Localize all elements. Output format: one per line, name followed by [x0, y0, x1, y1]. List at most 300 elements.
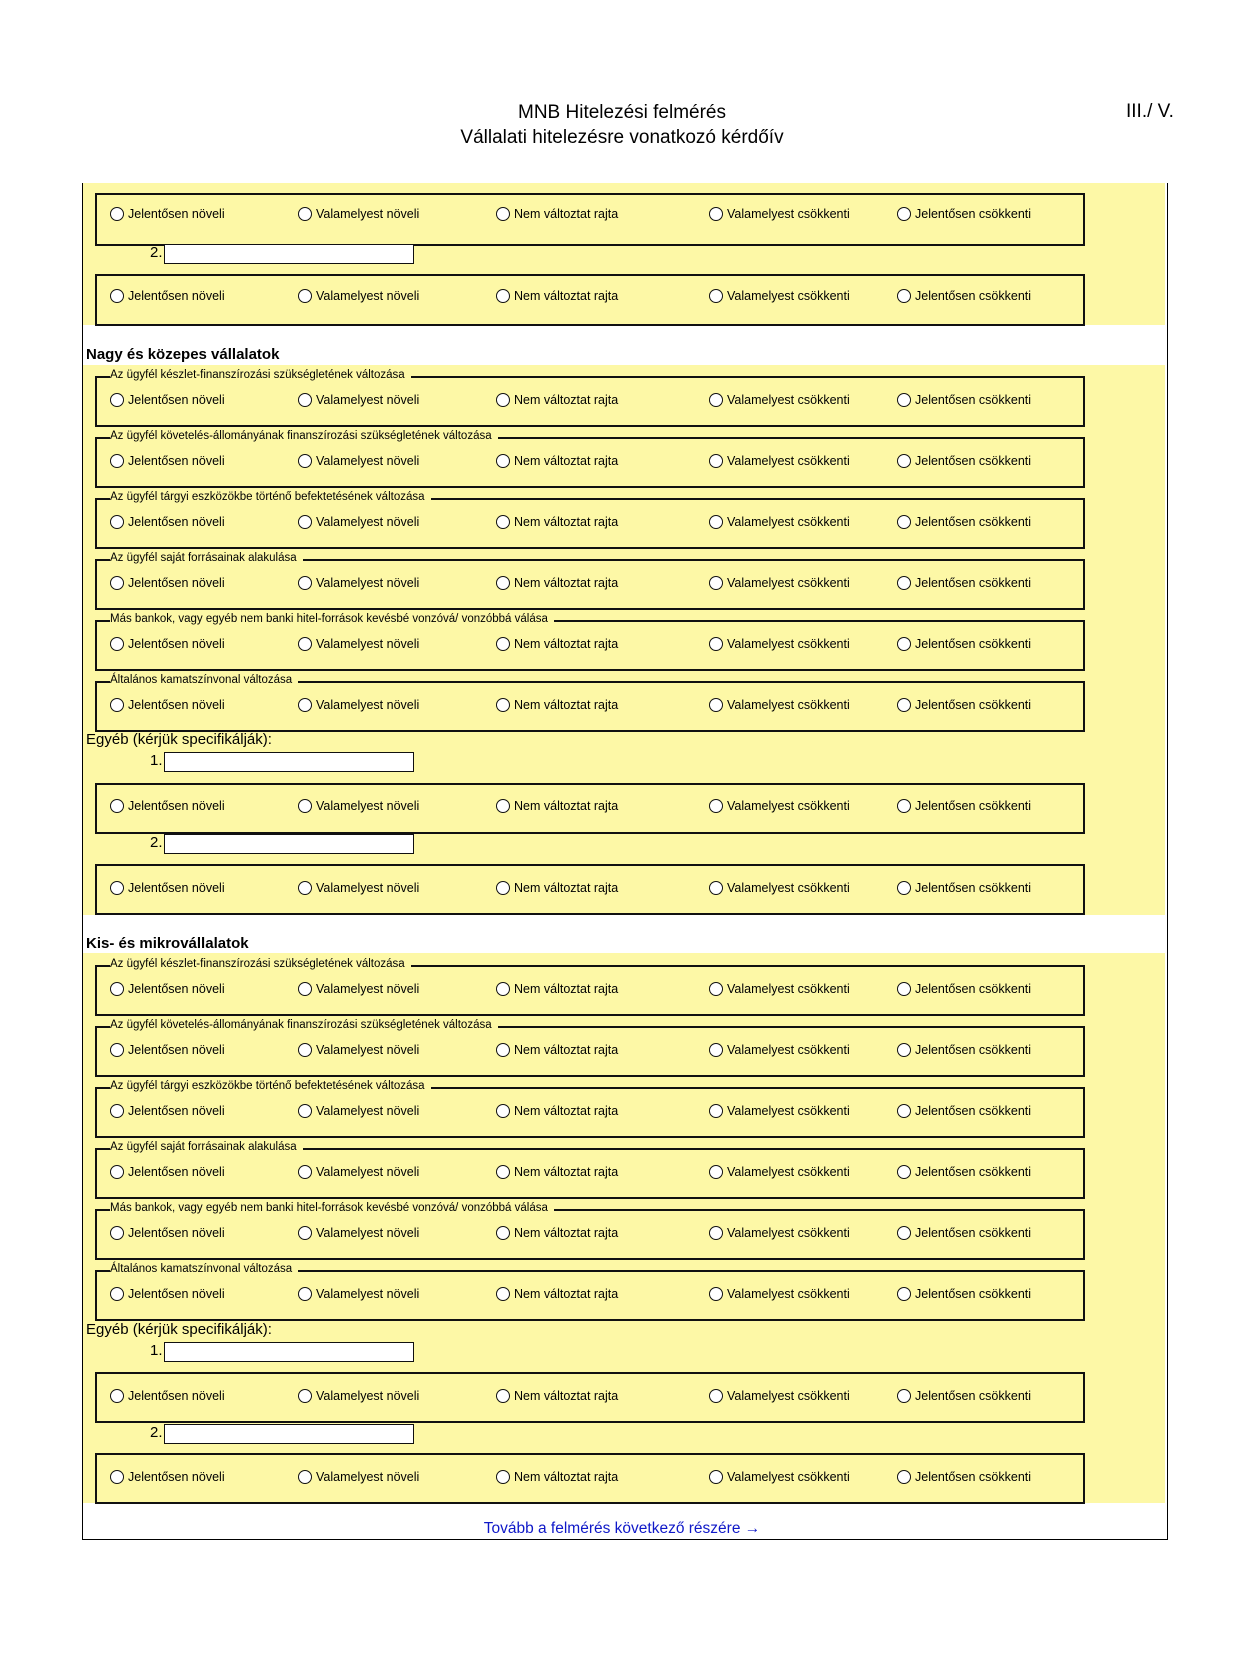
radio-option-label: Valamelyest csökkenti: [727, 1165, 850, 1179]
radio-option-label: Jelentősen növeli: [128, 637, 225, 651]
question-label: Az ügyfél tárgyi eszközökbe történő befektetésének változása: [110, 491, 431, 504]
radio-option-label: Valamelyest csökkenti: [727, 799, 850, 813]
question-label: Más bankok, vagy egyéb nem banki hitel-források kevésbé vonzóvá/ vonzóbbá válása: [110, 1202, 554, 1215]
radio-circle-icon[interactable]: [897, 1389, 911, 1403]
radio-option[interactable]: [496, 392, 618, 408]
radio-option-label: Jelentősen csökkenti: [915, 454, 1032, 468]
radio-option[interactable]: [709, 453, 850, 469]
radio-option-label: Jelentősen csökkenti: [915, 1165, 1032, 1179]
radio-option[interactable]: [709, 1042, 850, 1058]
radio-circle-icon[interactable]: [298, 1165, 312, 1179]
radio-option-label: Valamelyest növeli: [316, 1287, 420, 1301]
question-label: Az ügyfél követelés-állományának finanszírozási szükségletének változása: [110, 430, 498, 443]
radio-circle-icon[interactable]: [897, 207, 911, 221]
radio-option-label: Nem változtat rajta: [514, 1226, 619, 1240]
radio-option-label: Jelentősen csökkenti: [915, 698, 1032, 712]
page-title: [0, 100, 1244, 150]
other-label: Egyéb (kérjük specifikálják):: [86, 731, 272, 748]
other-number: 2.: [150, 834, 163, 851]
radio-circle-icon[interactable]: [709, 1165, 723, 1179]
radio-option-label: Valamelyest csökkenti: [727, 698, 850, 712]
radio-option-label: Valamelyest növeli: [316, 982, 420, 996]
radio-circle-icon[interactable]: [496, 1287, 510, 1301]
radio-circle-icon[interactable]: [709, 289, 723, 303]
radio-circle-icon[interactable]: [110, 207, 124, 221]
radio-option[interactable]: [298, 575, 419, 591]
radio-option[interactable]: [110, 575, 225, 591]
radio-circle-icon[interactable]: [110, 515, 124, 529]
radio-option-label: Valamelyest csökkenti: [727, 289, 850, 303]
radio-option[interactable]: [110, 1469, 225, 1485]
radio-circle-icon[interactable]: [496, 881, 510, 895]
radio-circle-icon[interactable]: [709, 1287, 723, 1301]
radio-option[interactable]: [298, 514, 419, 530]
radio-circle-icon[interactable]: [298, 515, 312, 529]
radio-option-label: Valamelyest növeli: [316, 1104, 420, 1118]
radio-circle-icon[interactable]: [110, 393, 124, 407]
radio-option[interactable]: [496, 798, 618, 814]
radio-option[interactable]: [897, 697, 1031, 713]
radio-option[interactable]: [110, 453, 225, 469]
radio-circle-icon[interactable]: [897, 1287, 911, 1301]
radio-option-label: Valamelyest csökkenti: [727, 881, 850, 895]
radio-circle-icon[interactable]: [897, 289, 911, 303]
survey-title: MNB Hitelezési felmérés: [518, 102, 726, 123]
question-label: Az ügyfél tárgyi eszközökbe történő befektetésének változása: [110, 1080, 431, 1093]
radio-circle-icon[interactable]: [298, 1043, 312, 1057]
radio-option-label: Jelentősen csökkenti: [915, 881, 1032, 895]
radio-option[interactable]: [897, 1469, 1031, 1485]
radio-option[interactable]: [298, 288, 419, 304]
radio-circle-icon[interactable]: [709, 637, 723, 651]
radio-option[interactable]: [897, 798, 1031, 814]
radio-circle-icon[interactable]: [709, 454, 723, 468]
radio-circle-icon[interactable]: [709, 207, 723, 221]
radio-option[interactable]: [897, 1388, 1031, 1404]
radio-option-label: Nem változtat rajta: [514, 515, 619, 529]
radio-option-label: Jelentősen növeli: [128, 454, 225, 468]
radio-circle-icon[interactable]: [496, 1043, 510, 1057]
radio-option[interactable]: [709, 288, 850, 304]
radio-option-label: Valamelyest csökkenti: [727, 1226, 850, 1240]
radio-option-label: Nem változtat rajta: [514, 393, 619, 407]
radio-circle-icon[interactable]: [110, 576, 124, 590]
radio-option[interactable]: [897, 514, 1031, 530]
radio-option[interactable]: [709, 1225, 850, 1241]
radio-option-label: Valamelyest növeli: [316, 207, 420, 221]
radio-option[interactable]: [496, 1103, 618, 1119]
radio-circle-icon[interactable]: [496, 454, 510, 468]
radio-circle-icon[interactable]: [298, 393, 312, 407]
radio-circle-icon[interactable]: [110, 1287, 124, 1301]
radio-option-label: Jelentősen csökkenti: [915, 289, 1032, 303]
radio-option-label: Jelentősen növeli: [128, 1043, 225, 1057]
radio-option[interactable]: [110, 1388, 225, 1404]
radio-option[interactable]: [897, 880, 1031, 896]
radio-circle-icon[interactable]: [709, 515, 723, 529]
radio-option-label: Nem változtat rajta: [514, 1043, 619, 1057]
radio-option[interactable]: [298, 1042, 419, 1058]
radio-option[interactable]: [298, 697, 419, 713]
radio-circle-icon[interactable]: [897, 982, 911, 996]
radio-option-label: Jelentősen csökkenti: [915, 515, 1032, 529]
radio-circle-icon[interactable]: [496, 799, 510, 813]
radio-circle-icon[interactable]: [709, 1043, 723, 1057]
radio-circle-icon[interactable]: [709, 1470, 723, 1484]
radio-circle-icon[interactable]: [897, 1226, 911, 1240]
radio-circle-icon[interactable]: [298, 289, 312, 303]
radio-option-label: Nem változtat rajta: [514, 799, 619, 813]
radio-circle-icon[interactable]: [298, 1104, 312, 1118]
radio-circle-icon[interactable]: [709, 799, 723, 813]
radio-circle-icon[interactable]: [110, 982, 124, 996]
radio-circle-icon[interactable]: [496, 1165, 510, 1179]
question-label: Az ügyfél készlet-finanszírozási szükségletének változása: [110, 369, 411, 382]
radio-circle-icon[interactable]: [709, 881, 723, 895]
radio-option[interactable]: [298, 1164, 419, 1180]
radio-option-label: Nem változtat rajta: [514, 576, 619, 590]
radio-circle-icon[interactable]: [897, 1470, 911, 1484]
radio-circle-icon[interactable]: [496, 515, 510, 529]
survey-subtitle: Vállalati hitelezésre vonatkozó kérdőív: [460, 127, 784, 148]
radio-option[interactable]: [110, 514, 225, 530]
radio-option-label: Valamelyest csökkenti: [727, 637, 850, 651]
radio-option[interactable]: [496, 1286, 618, 1302]
radio-option-label: Valamelyest csökkenti: [727, 1287, 850, 1301]
radio-option[interactable]: [298, 392, 419, 408]
radio-option[interactable]: [897, 1286, 1031, 1302]
other-number: 2.: [150, 244, 163, 261]
question-label: Az ügyfél saját forrásainak alakulása: [110, 552, 303, 565]
radio-option[interactable]: [110, 1042, 225, 1058]
radio-option-label: Jelentősen növeli: [128, 1470, 225, 1484]
radio-circle-icon[interactable]: [298, 1470, 312, 1484]
radio-circle-icon[interactable]: [298, 799, 312, 813]
radio-circle-icon[interactable]: [110, 1470, 124, 1484]
radio-option[interactable]: [298, 880, 419, 896]
radio-circle-icon[interactable]: [110, 1226, 124, 1240]
radio-option[interactable]: [709, 981, 850, 997]
radio-option[interactable]: [897, 1164, 1031, 1180]
radio-circle-icon[interactable]: [897, 393, 911, 407]
radio-circle-icon[interactable]: [110, 289, 124, 303]
radio-option-label: Jelentősen csökkenti: [915, 393, 1032, 407]
radio-option-label: Jelentősen csökkenti: [915, 576, 1032, 590]
radio-option[interactable]: [496, 575, 618, 591]
radio-circle-icon[interactable]: [298, 454, 312, 468]
radio-option[interactable]: [110, 798, 225, 814]
radio-option[interactable]: [496, 206, 618, 222]
radio-option-label: Valamelyest csökkenti: [727, 515, 850, 529]
other-specify-input[interactable]: [164, 834, 414, 854]
question-label: Más bankok, vagy egyéb nem banki hitel-források kevésbé vonzóvá/ vonzóbbá válása: [110, 613, 554, 626]
radio-option-label: Nem változtat rajta: [514, 1104, 619, 1118]
radio-option-label: Valamelyest csökkenti: [727, 1389, 850, 1403]
radio-option-label: Nem változtat rajta: [514, 1389, 619, 1403]
radio-option[interactable]: [496, 453, 618, 469]
radio-option-label: Jelentősen növeli: [128, 1104, 225, 1118]
radio-option-label: Valamelyest növeli: [316, 881, 420, 895]
radio-option[interactable]: [496, 1164, 618, 1180]
radio-circle-icon[interactable]: [709, 1226, 723, 1240]
radio-option-label: Nem változtat rajta: [514, 698, 619, 712]
radio-option[interactable]: [709, 514, 850, 530]
radio-option[interactable]: [496, 288, 618, 304]
radio-option-label: Valamelyest növeli: [316, 393, 420, 407]
radio-circle-icon[interactable]: [110, 1104, 124, 1118]
radio-option-label: Valamelyest növeli: [316, 1470, 420, 1484]
radio-option-label: Jelentősen növeli: [128, 289, 225, 303]
radio-option-label: Valamelyest növeli: [316, 1226, 420, 1240]
radio-circle-icon[interactable]: [897, 799, 911, 813]
question-label: Az ügyfél készlet-finanszírozási szükségletének változása: [110, 958, 411, 971]
radio-option-label: Jelentősen növeli: [128, 1165, 225, 1179]
radio-option[interactable]: [897, 575, 1031, 591]
radio-circle-icon[interactable]: [496, 207, 510, 221]
radio-option[interactable]: [496, 1042, 618, 1058]
other-specify-input[interactable]: [164, 244, 414, 264]
radio-circle-icon[interactable]: [110, 1165, 124, 1179]
section-title-small: Kis- és mikrovállalatok: [86, 935, 249, 952]
radio-circle-icon[interactable]: [298, 1287, 312, 1301]
radio-circle-icon[interactable]: [897, 454, 911, 468]
radio-option-label: Jelentősen csökkenti: [915, 637, 1032, 651]
radio-option[interactable]: [897, 981, 1031, 997]
radio-option[interactable]: [298, 1225, 419, 1241]
radio-circle-icon[interactable]: [897, 1043, 911, 1057]
radio-option-label: Jelentősen csökkenti: [915, 1389, 1032, 1403]
radio-option[interactable]: [496, 1469, 618, 1485]
radio-option[interactable]: [496, 880, 618, 896]
radio-circle-icon[interactable]: [110, 799, 124, 813]
radio-circle-icon[interactable]: [298, 1226, 312, 1240]
radio-option[interactable]: [897, 636, 1031, 652]
radio-option[interactable]: [298, 798, 419, 814]
radio-circle-icon[interactable]: [897, 576, 911, 590]
radio-option-label: Jelentősen növeli: [128, 1287, 225, 1301]
section-title-large: Nagy és közepes vállalatok: [86, 346, 280, 363]
radio-option-label: Jelentősen növeli: [128, 982, 225, 996]
radio-circle-icon[interactable]: [298, 576, 312, 590]
radio-option-label: Valamelyest csökkenti: [727, 982, 850, 996]
radio-circle-icon[interactable]: [496, 289, 510, 303]
radio-circle-icon[interactable]: [298, 1389, 312, 1403]
radio-option-label: Valamelyest növeli: [316, 799, 420, 813]
radio-circle-icon[interactable]: [496, 637, 510, 651]
radio-option[interactable]: [709, 1164, 850, 1180]
radio-option-label: Nem változtat rajta: [514, 881, 619, 895]
radio-option[interactable]: [709, 1103, 850, 1119]
radio-option[interactable]: [897, 453, 1031, 469]
radio-circle-icon[interactable]: [110, 1389, 124, 1403]
radio-option[interactable]: [709, 206, 850, 222]
radio-option-label: Jelentősen növeli: [128, 1226, 225, 1240]
radio-option[interactable]: [110, 1225, 225, 1241]
radio-option-label: Valamelyest növeli: [316, 1165, 420, 1179]
other-specify-input[interactable]: [164, 1424, 414, 1444]
radio-circle-icon[interactable]: [709, 982, 723, 996]
radio-option-label: Jelentősen csökkenti: [915, 982, 1032, 996]
radio-circle-icon[interactable]: [897, 1165, 911, 1179]
radio-option[interactable]: [298, 206, 419, 222]
radio-circle-icon[interactable]: [709, 393, 723, 407]
radio-option-label: Jelentősen csökkenti: [915, 1470, 1032, 1484]
radio-option[interactable]: [709, 1286, 850, 1302]
radio-option-label: Jelentősen növeli: [128, 881, 225, 895]
other-number: 1.: [150, 1342, 163, 1359]
question-label: Az ügyfél követelés-állományának finanszírozási szükségletének változása: [110, 1019, 498, 1032]
radio-circle-icon[interactable]: [709, 576, 723, 590]
radio-option-label: Jelentősen növeli: [128, 515, 225, 529]
radio-circle-icon[interactable]: [709, 698, 723, 712]
other-number: 2.: [150, 1424, 163, 1441]
radio-option[interactable]: [110, 288, 225, 304]
radio-option-label: Jelentősen növeli: [128, 1389, 225, 1403]
radio-circle-icon[interactable]: [897, 637, 911, 651]
radio-circle-icon[interactable]: [298, 698, 312, 712]
radio-option[interactable]: [298, 453, 419, 469]
radio-option[interactable]: [110, 880, 225, 896]
radio-option-label: Jelentősen növeli: [128, 799, 225, 813]
radio-option[interactable]: [110, 392, 225, 408]
radio-circle-icon[interactable]: [496, 576, 510, 590]
radio-option-label: Nem változtat rajta: [514, 982, 619, 996]
radio-circle-icon[interactable]: [709, 1104, 723, 1118]
question-label: Az ügyfél saját forrásainak alakulása: [110, 1141, 303, 1154]
radio-option-label: Valamelyest csökkenti: [727, 1470, 850, 1484]
radio-option-label: Jelentősen csökkenti: [915, 799, 1032, 813]
other-number: 1.: [150, 752, 163, 769]
radio-option[interactable]: [110, 1286, 225, 1302]
radio-option[interactable]: [496, 697, 618, 713]
radio-option-label: Valamelyest csökkenti: [727, 1043, 850, 1057]
next-section-link[interactable]: Tovább a felmérés következő részére →: [483, 1520, 761, 1537]
radio-circle-icon[interactable]: [110, 637, 124, 651]
radio-circle-icon[interactable]: [496, 982, 510, 996]
radio-circle-icon[interactable]: [897, 881, 911, 895]
radio-option[interactable]: [298, 1286, 419, 1302]
radio-option[interactable]: [110, 636, 225, 652]
radio-circle-icon[interactable]: [496, 698, 510, 712]
radio-option-label: Jelentősen csökkenti: [915, 207, 1032, 221]
radio-option-label: Valamelyest növeli: [316, 454, 420, 468]
radio-circle-icon[interactable]: [298, 881, 312, 895]
radio-option[interactable]: [110, 697, 225, 713]
radio-option[interactable]: [897, 288, 1031, 304]
radio-option[interactable]: [298, 1388, 419, 1404]
radio-option-label: Nem változtat rajta: [514, 637, 619, 651]
radio-option[interactable]: [709, 697, 850, 713]
radio-circle-icon[interactable]: [897, 515, 911, 529]
radio-circle-icon[interactable]: [298, 982, 312, 996]
radio-circle-icon[interactable]: [496, 393, 510, 407]
radio-option-label: Jelentősen csökkenti: [915, 1043, 1032, 1057]
radio-option[interactable]: [709, 1469, 850, 1485]
radio-option[interactable]: [897, 1103, 1031, 1119]
radio-option[interactable]: [496, 514, 618, 530]
other-specify-input[interactable]: [164, 752, 414, 772]
radio-option-label: Valamelyest növeli: [316, 637, 420, 651]
radio-option-label: Valamelyest csökkenti: [727, 393, 850, 407]
radio-option[interactable]: [298, 636, 419, 652]
radio-option[interactable]: [496, 1388, 618, 1404]
radio-option[interactable]: [110, 981, 225, 997]
radio-circle-icon[interactable]: [709, 1389, 723, 1403]
radio-option[interactable]: [897, 1042, 1031, 1058]
radio-option-label: Jelentősen növeli: [128, 393, 225, 407]
radio-option-label: Valamelyest növeli: [316, 289, 420, 303]
radio-option-label: Valamelyest növeli: [316, 515, 420, 529]
radio-option[interactable]: [496, 981, 618, 997]
radio-circle-icon[interactable]: [298, 637, 312, 651]
radio-option[interactable]: [298, 1103, 419, 1119]
radio-option-label: Nem változtat rajta: [514, 1470, 619, 1484]
radio-circle-icon[interactable]: [110, 698, 124, 712]
radio-circle-icon[interactable]: [496, 1226, 510, 1240]
radio-circle-icon[interactable]: [496, 1470, 510, 1484]
radio-option[interactable]: [709, 1388, 850, 1404]
radio-option-label: Valamelyest növeli: [316, 1389, 420, 1403]
radio-circle-icon[interactable]: [496, 1104, 510, 1118]
radio-option-label: Valamelyest csökkenti: [727, 207, 850, 221]
radio-option-label: Nem változtat rajta: [514, 289, 619, 303]
other-label: Egyéb (kérjük specifikálják):: [86, 1321, 272, 1338]
radio-option[interactable]: [897, 206, 1031, 222]
radio-option-label: Jelentősen növeli: [128, 207, 225, 221]
radio-circle-icon[interactable]: [110, 454, 124, 468]
radio-option-label: Valamelyest növeli: [316, 576, 420, 590]
question-label: Általános kamatszínvonal változása: [110, 1263, 298, 1276]
radio-circle-icon[interactable]: [897, 698, 911, 712]
radio-option[interactable]: [110, 1103, 225, 1119]
radio-option-label: Valamelyest csökkenti: [727, 454, 850, 468]
radio-option[interactable]: [298, 1469, 419, 1485]
radio-option[interactable]: [298, 981, 419, 997]
radio-option[interactable]: [110, 206, 225, 222]
radio-option-label: Nem változtat rajta: [514, 1287, 619, 1301]
radio-option-label: Nem változtat rajta: [514, 1165, 619, 1179]
radio-option[interactable]: [709, 798, 850, 814]
radio-option[interactable]: [897, 392, 1031, 408]
radio-option-label: Nem változtat rajta: [514, 454, 619, 468]
radio-circle-icon[interactable]: [897, 1104, 911, 1118]
radio-option[interactable]: [897, 1225, 1031, 1241]
radio-circle-icon[interactable]: [496, 1389, 510, 1403]
radio-option-label: Valamelyest növeli: [316, 1043, 420, 1057]
page-number: III./ V.: [1126, 101, 1174, 122]
radio-option[interactable]: [496, 636, 618, 652]
radio-option-label: Jelentősen növeli: [128, 576, 225, 590]
radio-circle-icon[interactable]: [298, 207, 312, 221]
radio-option-label: Jelentősen csökkenti: [915, 1226, 1032, 1240]
question-label: Általános kamatszínvonal változása: [110, 674, 298, 687]
radio-option-label: Valamelyest csökkenti: [727, 576, 850, 590]
radio-option[interactable]: [110, 1164, 225, 1180]
radio-option-label: Jelentősen növeli: [128, 698, 225, 712]
radio-circle-icon[interactable]: [110, 1043, 124, 1057]
radio-circle-icon[interactable]: [110, 881, 124, 895]
radio-option[interactable]: [496, 1225, 618, 1241]
radio-option[interactable]: [709, 575, 850, 591]
radio-option-label: Valamelyest csökkenti: [727, 1104, 850, 1118]
radio-option[interactable]: [709, 392, 850, 408]
radio-option[interactable]: [709, 636, 850, 652]
radio-option-label: Valamelyest növeli: [316, 698, 420, 712]
radio-option[interactable]: [709, 880, 850, 896]
radio-option-label: Nem változtat rajta: [514, 207, 619, 221]
radio-option-label: Jelentősen csökkenti: [915, 1287, 1032, 1301]
other-specify-input[interactable]: [164, 1342, 414, 1362]
